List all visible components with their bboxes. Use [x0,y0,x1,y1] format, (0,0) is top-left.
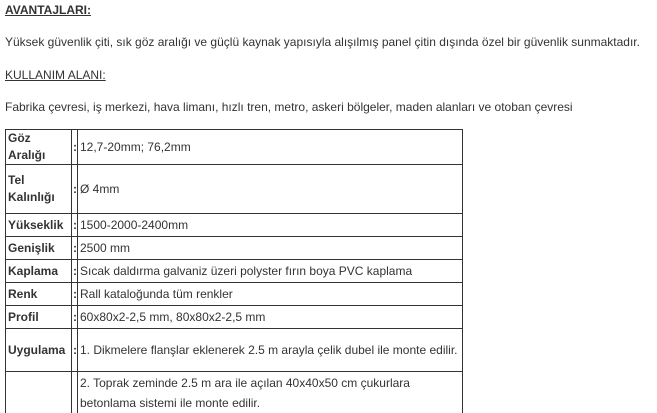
spec-value-height: 1500-2000-2400mm [78,214,463,237]
spec-label-wire-thickness: Tel Kalınlığı [6,165,72,214]
spec-label-coating: Kaplama [6,260,72,283]
specification-table [5,129,463,413]
spec-value-profile: 60x80x2-2,5 mm, 80x80x2-2,5 mm [78,306,463,329]
spec-value-color: Rall kataloğunda tüm renkler [78,283,463,306]
table-row [6,130,463,165]
spec-label-application: Uygulama [6,329,72,372]
spec-separator: : [72,283,78,306]
table-row [6,165,463,214]
spec-separator: : [72,306,78,329]
table-row [6,329,463,372]
table-row [6,260,463,283]
spec-label-width: Genişlik [6,237,72,260]
spec-value-width: 2500 mm [78,237,463,260]
table-row [6,237,463,260]
usage-heading: KULLANIM ALANI: [5,68,106,82]
spec-separator: : [72,329,78,372]
spec-label-profile: Profil [6,306,72,329]
spec-separator: : [72,214,78,237]
spec-label-height: Yükseklik [6,214,72,237]
spec-value-application-2: 2. Toprak zeminde 2.5 m ara ile açılan 40x40x50 cm çukurlara betonlama sistemi ile monte edilir. [78,372,463,413]
spec-label-empty [6,372,72,413]
spec-value-wire-thickness: Ø 4mm [78,165,463,214]
spec-separator: : [72,237,78,260]
spec-value-application-1: 1. Dikmelere flanşlar eklenerek 2.5 m arayla çelik dubel ile monte edilir. [78,329,463,372]
spec-separator: : [72,165,78,214]
table-row [6,283,463,306]
usage-text: Fabrika çevresi, iş merkezi, hava limanı, hızlı tren, metro, askeri bölgeler, maden alanları ve otoban çevresi [5,100,573,114]
spec-value-mesh-spacing: 12,7-20mm; 76,2mm [78,130,463,165]
spec-separator: : [72,260,78,283]
table-row [6,214,463,237]
spec-value-coating: Sıcak daldırma galvaniz üzeri polyster fırın boya PVC kaplama [78,260,463,283]
spec-label-color: Renk [6,283,72,306]
table-row [6,372,463,413]
spec-separator: : [72,130,78,165]
spec-label-mesh-spacing: Göz Aralığı [6,130,72,165]
table-row [6,306,463,329]
advantages-text: Yüksek güvenlik çiti, sık göz aralığı ve güçlü kaynak yapısıyla alışılmış panel çitin dışında özel bir güvenlik sunmaktadır. [5,35,640,49]
advantages-heading: AVANTAJLARI: [5,3,91,17]
